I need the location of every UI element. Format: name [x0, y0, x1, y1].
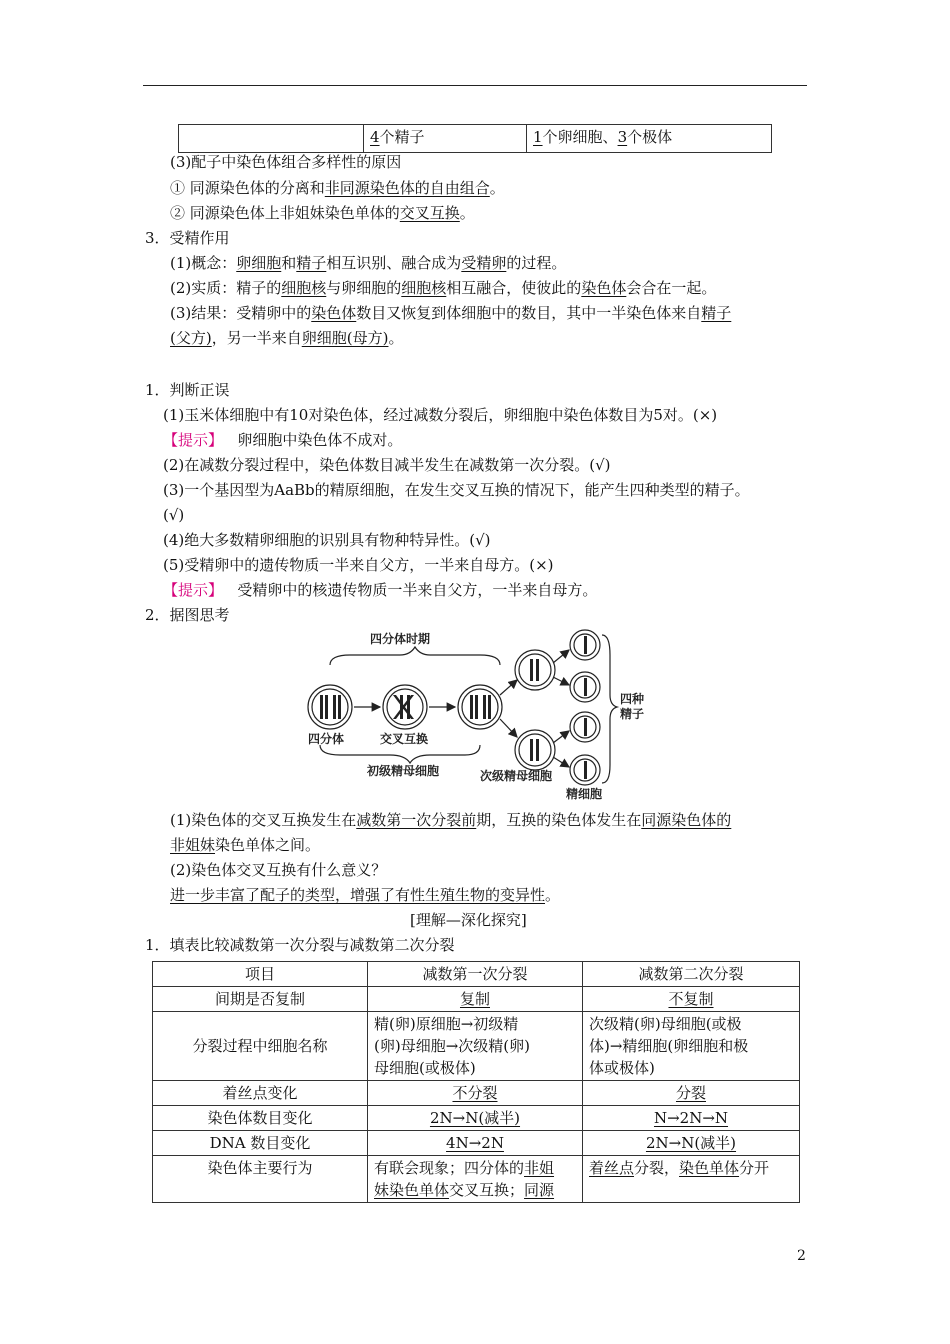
egg-text: 个卵细胞、 — [542, 128, 618, 146]
label-four-1: 四种 — [620, 692, 645, 706]
think-a2: 进一步丰富了配子的类型，增强了有性生殖生物的变异性。 — [170, 886, 561, 904]
fertilization-title: 3．受精作用 — [145, 229, 230, 247]
top-table-fragment — [178, 124, 772, 153]
cell-value: 复制 — [459, 990, 490, 1008]
row-label: DNA 数目变化 — [153, 1131, 368, 1156]
cell-value: 不分裂 — [452, 1084, 498, 1102]
header-meiosis-2: 减数第二次分裂 — [583, 962, 800, 987]
header-meiosis-1: 减数第一次分裂 — [368, 962, 583, 987]
judge-q3: (3)一个基因型为AaBb的精原细胞，在发生交叉互换的情况下，能产生四种类型的精子。 — [163, 481, 750, 499]
cell-value: 精(卵)原细胞→初级精 (卵)母细胞→次级精(卵) 母细胞(或极体) — [368, 1012, 583, 1081]
think-q1: (1)染色体的交叉互换发生在减数第一次分裂前期，互换的染色体发生在同源染色体的 — [170, 811, 732, 829]
row-label: 间期是否复制 — [153, 987, 368, 1012]
table-row — [153, 1131, 800, 1156]
table-row — [153, 1106, 800, 1131]
judge-q1: (1)玉米体细胞中有10对染色体，经过减数分裂后，卵细胞中染色体数目为5对。(×) — [163, 406, 718, 424]
cell-value: 不复制 — [668, 990, 714, 1008]
label-tetrad: 四分体 — [308, 732, 345, 746]
cell-value: N→2N→N — [653, 1109, 729, 1127]
label-crossover: 交叉互换 — [380, 732, 429, 746]
egg-count: 1 — [533, 128, 543, 146]
polar-text: 个极体 — [627, 128, 673, 146]
tip-label-2: 【提示】 — [163, 581, 224, 599]
table-row — [153, 987, 800, 1012]
judge-q5: (5)受精卵中的遗传物质一半来自父方，一半来自母方。(×) — [163, 556, 554, 574]
s3-line2: ② 同源染色体上非姐妹染色单体的交叉互换。 — [170, 204, 475, 222]
cell-secondary-1 — [515, 650, 555, 690]
table-row — [153, 1156, 800, 1203]
compare-table — [152, 961, 800, 1203]
top-table-cell-1 — [179, 125, 364, 153]
fert-line3: (3)结果：受精卵中的染色体数目又恢复到体细胞中的数目，其中一半染色体来自精子 — [170, 304, 732, 322]
label-primary: 初级精母细胞 — [367, 764, 440, 778]
cell-primary — [458, 685, 502, 729]
polar-count: 3 — [617, 128, 628, 146]
cell-value: 2N→N(减半) — [429, 1109, 521, 1127]
judge-q3b: (√) — [163, 506, 185, 524]
top-table-cell-3 — [527, 125, 772, 153]
label-four-2: 精子 — [620, 707, 645, 721]
header-item: 项目 — [153, 962, 368, 987]
cell-value: 分裂 — [675, 1084, 706, 1102]
cell-value: 4N→2N — [446, 1134, 504, 1152]
label-spermatid: 精细胞 — [566, 787, 603, 801]
s3-title: (3)配子中染色体组合多样性的原因 — [170, 153, 402, 171]
cell-value: 着丝点分裂，染色单体分开 — [583, 1156, 800, 1203]
judge-tip1: 【提示】 卵细胞中染色体不成对。 — [163, 431, 403, 449]
sperm-count: 4 — [370, 128, 380, 146]
judge-q4: (4)绝大多数精卵细胞的识别具有物种特异性。(√) — [163, 531, 491, 549]
row-label: 染色体数目变化 — [153, 1106, 368, 1131]
cell-value: 次级精(卵)母细胞(或极 体)→精细胞(卵细胞和极 体或极体) — [583, 1012, 800, 1081]
sperm-text: 个精子 — [379, 128, 425, 146]
page-number: 2 — [797, 1248, 806, 1264]
label-secondary: 次级精母细胞 — [480, 769, 553, 783]
fert-line2: (2)实质：精子的细胞核与卵细胞的细胞核相互融合，使彼此的染色体会合在一起。 — [170, 279, 717, 297]
tip-label: 【提示】 — [163, 431, 224, 449]
top-table-cell-2 — [364, 125, 527, 153]
judge-q2: (2)在减数分裂过程中，染色体数目减半发生在减数第一次分裂。(√) — [163, 456, 611, 474]
think-q1-cont: 非姐妹染色单体之间。 — [170, 836, 321, 854]
compare-title: 1．填表比较减数第一次分裂与减数第二次分裂 — [145, 936, 455, 954]
cell-tetrad — [308, 685, 352, 729]
table-row — [153, 1012, 800, 1081]
think-q2: (2)染色体交叉互换有什么意义？ — [170, 861, 387, 879]
row-label: 分裂过程中细胞名称 — [153, 1012, 368, 1081]
header-rule — [143, 85, 807, 86]
judge-title: 1．判断正误 — [145, 381, 230, 399]
cell-value: 2N→N(减半) — [645, 1134, 737, 1152]
row-label: 着丝点变化 — [153, 1081, 368, 1106]
cell-value: 有联会现象；四分体的非姐 妹染色单体交叉互换；同源 — [368, 1156, 583, 1203]
judge-tip2: 【提示】 受精卵中的核遗传物质一半来自父方，一半来自母方。 — [163, 581, 598, 599]
meiosis-diagram — [290, 625, 660, 805]
cell-secondary-2 — [515, 730, 555, 770]
label-tetrad-period: 四分体时期 — [370, 632, 431, 646]
fert-line4: (父方)，另一半来自卵细胞(母方)。 — [170, 329, 404, 347]
s3-line1: ① 同源染色体的分离和非同源染色体的自由组合。 — [170, 179, 505, 197]
section-heading: [理解—深化探究] — [410, 911, 527, 929]
fert-line1: (1)概念：卵细胞和精子相互识别、融合成为受精卵的过程。 — [170, 254, 567, 272]
table-row — [153, 1081, 800, 1106]
table-row — [153, 962, 800, 987]
row-label: 染色体主要行为 — [153, 1156, 368, 1203]
figure-title: 2．据图思考 — [145, 606, 230, 624]
